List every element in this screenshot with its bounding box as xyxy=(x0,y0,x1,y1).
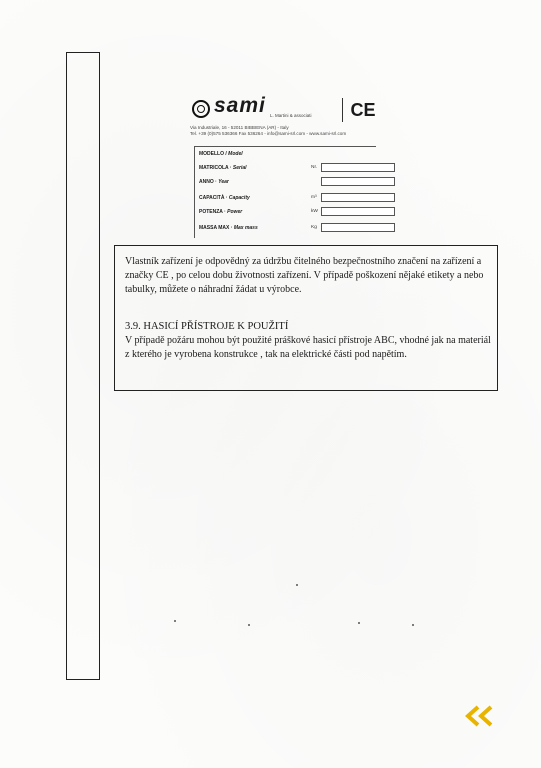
section-heading: 3.9. HASICÍ PŘÍSTROJE K POUŽITÍ xyxy=(125,321,289,332)
scan-speck xyxy=(174,620,176,622)
plate-field xyxy=(321,223,395,232)
plate-label: MODELLO / Model xyxy=(199,151,243,157)
scan-speck xyxy=(412,624,414,626)
plate-row-year xyxy=(199,177,379,187)
plate-field xyxy=(321,177,395,186)
plate-row-capacity xyxy=(199,193,379,203)
plate-unit: kW xyxy=(311,209,318,214)
scan-speck xyxy=(358,622,360,624)
scan-speck xyxy=(296,584,298,586)
address-line-1: Via Industriale, 16 - 52011 BIBBIENA (AR) - Italy xyxy=(190,125,289,130)
plate-row-model xyxy=(199,149,379,159)
plate-unit: Kg xyxy=(311,225,317,230)
safety-text-box xyxy=(114,245,498,391)
plate-field xyxy=(321,163,395,172)
brand-subtitle: L. Martini & associati xyxy=(270,113,312,118)
scan-speck xyxy=(248,624,250,626)
plate-label: MASSA MAX · Max mass xyxy=(199,225,258,231)
nameplate xyxy=(180,96,376,238)
plate-unit: m³ xyxy=(311,195,317,200)
labeling-paragraph: Vlastník zařízení je odpovědný za údržbu čitelného bezpečnostního značení na zařízení a značky CE , po celou dobu životnosti zařízení. V případě poškození nějaké etikety a nebo tabulky, můžete o náhradní žádat u výrobce. xyxy=(125,256,484,295)
double-chevron-left-icon xyxy=(462,704,496,728)
manufacturer-address xyxy=(190,125,380,137)
plate-row-serial xyxy=(199,163,379,173)
ce-mark: CE xyxy=(342,98,383,122)
plate-label: CAPACITÀ · Capacity xyxy=(199,195,250,201)
plate-field xyxy=(321,207,395,216)
nameplate-fields xyxy=(194,146,376,238)
plate-field xyxy=(321,193,395,202)
brand-name: sami xyxy=(214,94,266,117)
plate-row-power xyxy=(199,207,379,217)
plate-row-max-mass xyxy=(199,223,379,233)
plate-label: ANNO · Year xyxy=(199,179,229,185)
plate-label: MATRICOLA · Serial xyxy=(199,165,247,171)
left-margin-frame xyxy=(66,52,100,680)
plate-label: POTENZA · Power xyxy=(199,209,243,215)
plate-unit: Nr. xyxy=(311,165,318,170)
address-line-2: Tel. +39 (0)575 536366 Fax 536264 - info@sami-srl.com - www.sami-srl.com xyxy=(190,131,347,136)
fire-extinguisher-paragraph: V případě požáru mohou být použité práškové hasicí přístroje ABC, vhodné jak na materiál z kterého je vyrobena konstrukce , tak na elektrické části pod napětím. xyxy=(125,335,491,360)
nameplate-logo-row xyxy=(192,94,376,124)
sami-logo-icon xyxy=(192,100,210,118)
